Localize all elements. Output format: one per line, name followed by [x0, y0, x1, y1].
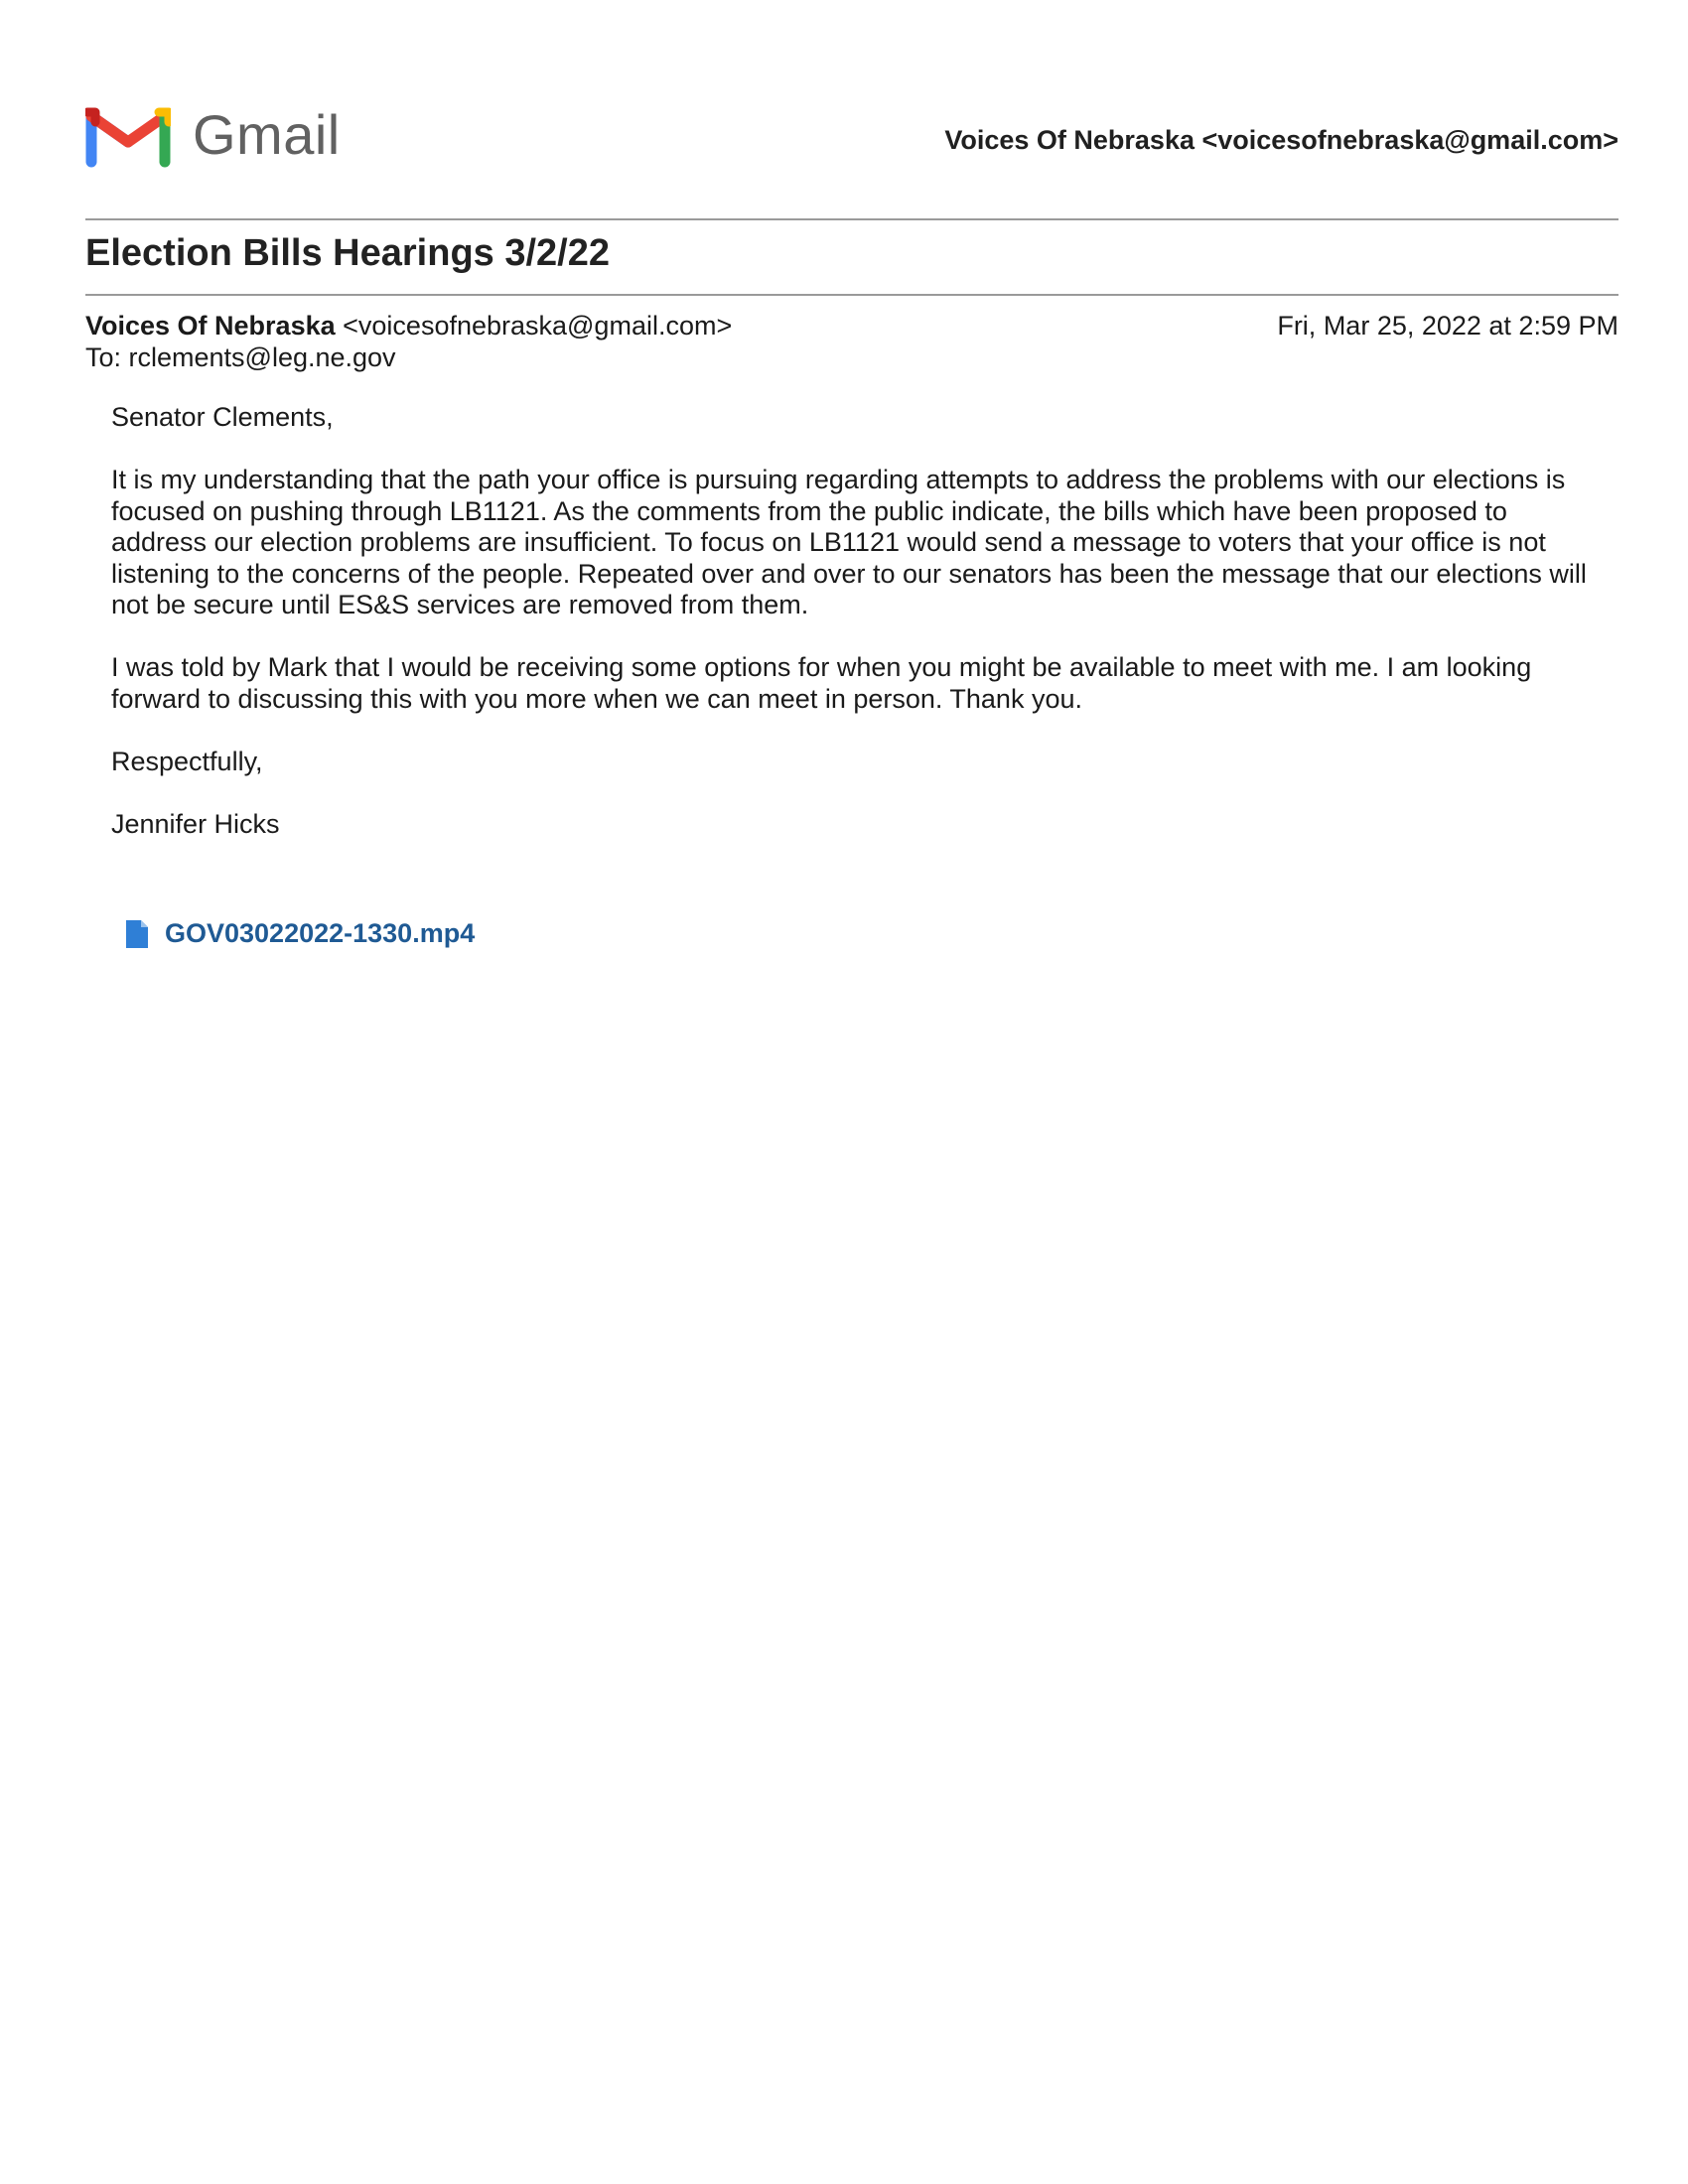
gmail-wordmark: Gmail: [193, 103, 341, 166]
header-divider: [85, 218, 1618, 220]
sign-off: Respectfully,: [111, 746, 263, 776]
message-subject: Election Bills Hearings 3/2/22: [85, 232, 610, 274]
page-header: [85, 99, 1618, 171]
greeting: Senator Clements,: [111, 402, 334, 432]
message-body: [111, 402, 1601, 872]
body-paragraph: I was told by Mark that I would be receiving some options for when you might be available to meet with me. I am looking forward to discussing this with you more when we can meet in person. Thank you.: [111, 652, 1532, 714]
file-icon: [125, 919, 149, 949]
recipient-line: To: rclements@leg.ne.gov: [85, 342, 396, 372]
body-paragraph: It is my understanding that the path your office is pursuing regarding attempts to address the problems with our elections is focused on pushing through LB1121. As the comments from the public indicate, the bills which have been proposed to address our election problems are insufficient. To focus on LB1121 would send a message to voters that your office is not listening to the concerns of the people. Repeated over and over to our senators has been the message that our elections will not be secure until ES&S services are removed from them.: [111, 465, 1587, 619]
signature: Jennifer Hicks: [111, 808, 280, 839]
attachment-link[interactable]: [125, 918, 475, 949]
message-date: Fri, Mar 25, 2022 at 2:59 PM: [1277, 311, 1618, 341]
gmail-logo[interactable]: [85, 99, 341, 171]
attachment-name[interactable]: GOV03022022-1330.mp4: [165, 918, 476, 948]
subject-divider: [85, 294, 1618, 296]
sender-email[interactable]: <voicesofnebraska@gmail.com>: [343, 311, 733, 341]
message-meta: [85, 310, 1618, 373]
account-identity: Voices Of Nebraska <voicesofnebraska@gmail.com>: [944, 125, 1618, 155]
gmail-m-icon: [85, 102, 171, 168]
sender-name[interactable]: Voices Of Nebraska: [85, 311, 336, 341]
